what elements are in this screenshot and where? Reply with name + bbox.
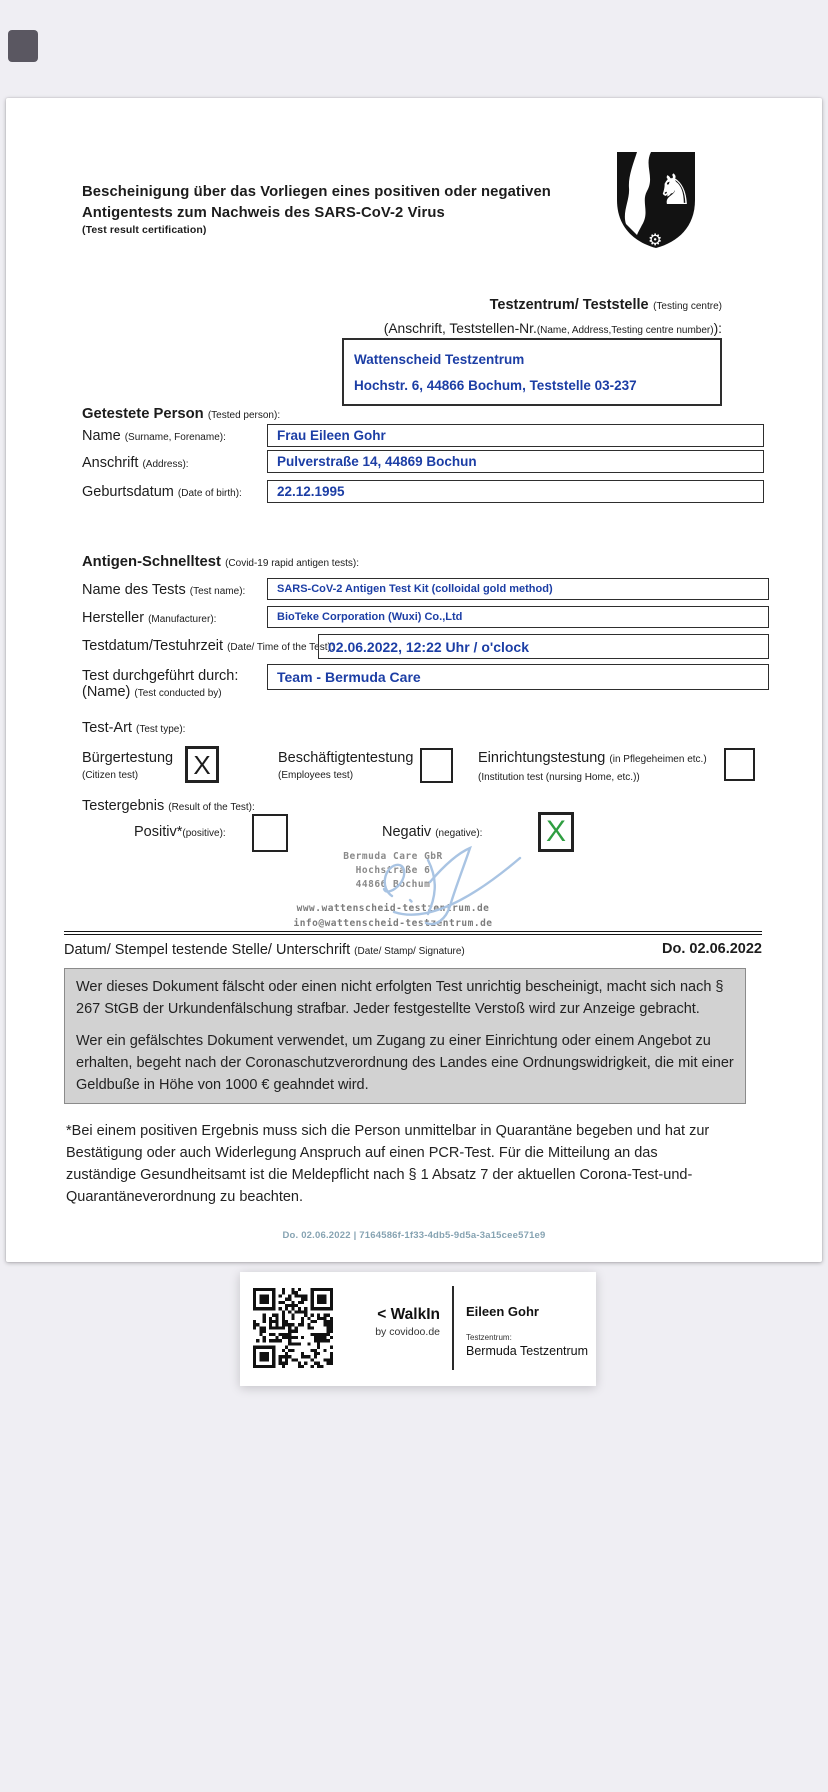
institution-test-label: Einrichtungstestung (in Pflegeheimen etc.) (Institution test (nursing Home, etc.)) xyxy=(478,750,707,783)
date-stamp-label: Datum/ Stempel testende Stelle/ Unterschrift (Date/ Stamp/ Signature) xyxy=(64,942,465,958)
qr-code-icon xyxy=(253,1288,333,1368)
test-centre-heading-note: (Testing centre) xyxy=(653,301,722,312)
test-centre-subheading: (Anschrift, Teststellen-Nr. xyxy=(383,321,537,336)
warning-paragraph-1: Wer dieses Dokument fälscht oder einen nicht erfolgten Test unrichtig bescheinigt, macht sich nach § 267 StGB der Urkundenfälschung strafbar. Jeder festgestellte Verstoß wird zur Anzeige gebracht. xyxy=(76,979,724,1017)
title-line1: Bescheinigung über das Vorliegen eines positiven oder negativen xyxy=(82,184,551,200)
test-section-heading: Antigen-Schnelltest (Covid-19 rapid antigen tests): xyxy=(82,554,360,570)
dob-field: 22.12.1995 xyxy=(267,480,764,503)
citizen-test-label: Bürgertestung (Citizen test) xyxy=(82,750,174,781)
walkin-brand xyxy=(332,1306,440,1338)
test-datetime-field: 02.06.2022, 12:22 Uhr / o'clock xyxy=(318,634,769,659)
positive-checkbox xyxy=(252,814,288,852)
signature-divider xyxy=(64,931,762,935)
test-type-heading: Test-Art (Test type): xyxy=(82,720,186,736)
manufacturer-field: BioTeke Corporation (Wuxi) Co.,Ltd xyxy=(267,606,769,628)
test-centre-header: Testzentrum/ Teststelle (Testing centre) (Anschrift, Teststellen-Nr.(Name, Address,Testing centre number)): xyxy=(383,297,722,336)
walkin-card xyxy=(240,1272,596,1386)
test-centre-heading: Testzentrum/ Teststelle xyxy=(489,297,649,313)
warning-paragraph-2: Wer ein gefälschtes Dokument verwendet, um Zugang zu einer Einrichtung oder einem Angebot zu erhalten, begeht nach der Coronaschutzverordnung des Landes eine Ordnungswidrigkeit, die mit einer Geldbuße in Höhe von 1000 € geahndet wird. xyxy=(76,1033,734,1093)
negative-label: Negativ (negative): xyxy=(382,824,483,840)
dob-label: Geburtsdatum (Date of birth): xyxy=(82,484,242,500)
test-centre-name: Wattenscheid Testzentrum xyxy=(354,352,525,367)
holder-name: Eileen Gohr xyxy=(466,1304,539,1319)
test-name-field: SARS-CoV-2 Antigen Test Kit (colloidal gold method) xyxy=(267,578,769,600)
title-line2: Antigentests zum Nachweis des SARS-CoV-2 Virus xyxy=(82,205,445,221)
negative-checkbox: X xyxy=(538,812,574,852)
date-stamp-row xyxy=(64,941,764,959)
citizen-test-checkbox: X xyxy=(185,746,219,783)
card-divider xyxy=(452,1286,454,1370)
employees-test-label: Beschäftigtentestung (Employees test) xyxy=(278,750,414,781)
nrw-coat-of-arms-icon xyxy=(614,150,698,255)
person-section-heading: Getestete Person (Tested person): xyxy=(82,406,281,422)
result-heading: Testergebnis (Result of the Test): xyxy=(82,798,255,814)
test-name-label: Name des Tests (Test name): xyxy=(82,582,246,598)
positive-result-footnote: *Bei einem positiven Ergebnis muss sich die Person unmittelbar in Quarantäne begeben und hat zur Bestätigung oder auch Widerlegung Anspruch auf einen PCR-Test. Für die Mitteilung an das zuständige Gesundheitsamt ist die Meldepflicht nach § 1 Absatz 7 der aktuellen Corona-Test-und-Quarantäneverordnung zu beachten. xyxy=(66,1123,710,1205)
name-label: Name (Surname, Forename): xyxy=(82,428,226,444)
signature-date: Do. 02.06.2022 xyxy=(662,941,762,957)
walkin-logo: < WalkIn xyxy=(377,1306,440,1323)
employees-test-checkbox xyxy=(420,748,453,783)
name-field: Frau Eileen Gohr xyxy=(267,424,764,447)
forgery-warning-box xyxy=(64,968,746,1104)
test-datetime-label: Testdatum/Testuhrzeit (Date/ Time of the Test): xyxy=(82,638,334,654)
positive-label: Positiv*(positive): xyxy=(134,824,226,840)
test-centre-stamp: Bermuda Care GbR Hochstraße 6 44866 Bochum www.wattenscheid-testzentrum.de info@wattenscheid-testzentrum.de xyxy=(293,851,493,929)
conducted-by-label: Test durchgeführt durch: (Name) (Test conducted by) xyxy=(82,668,239,700)
centre-name: Bermuda Testzentrum xyxy=(466,1344,589,1358)
document-id-line: Do. 02.06.2022 | 7164586f-1f33-4db5-9d5a-3a15cee571e9 xyxy=(282,1230,546,1241)
certificate-document xyxy=(6,98,822,1262)
svg-text:⚙: ⚙ xyxy=(648,230,663,249)
test-centre-subheading-note: (Name, Address,Testing centre number) xyxy=(536,325,714,336)
title-translation: (Test result certification) xyxy=(82,224,207,236)
institution-test-checkbox xyxy=(724,748,755,781)
address-field: Pulverstraße 14, 44869 Bochun xyxy=(267,450,764,473)
test-centre-box xyxy=(342,338,722,406)
status-bar-element xyxy=(8,30,38,62)
card-holder-info xyxy=(466,1304,588,1358)
centre-label: Testzentrum: xyxy=(466,1333,512,1342)
conducted-by-field: Team - Bermuda Care xyxy=(267,664,769,690)
manufacturer-label: Hersteller (Manufacturer): xyxy=(82,610,217,626)
signature xyxy=(358,830,538,937)
document-title xyxy=(82,182,551,237)
test-centre-address: Hochstr. 6, 44866 Bochum, Teststelle 03-237 xyxy=(354,378,637,393)
svg-text:♞: ♞ xyxy=(656,165,694,214)
walkin-byline: by covidoo.de xyxy=(375,1326,440,1338)
address-label: Anschrift (Address): xyxy=(82,455,189,471)
